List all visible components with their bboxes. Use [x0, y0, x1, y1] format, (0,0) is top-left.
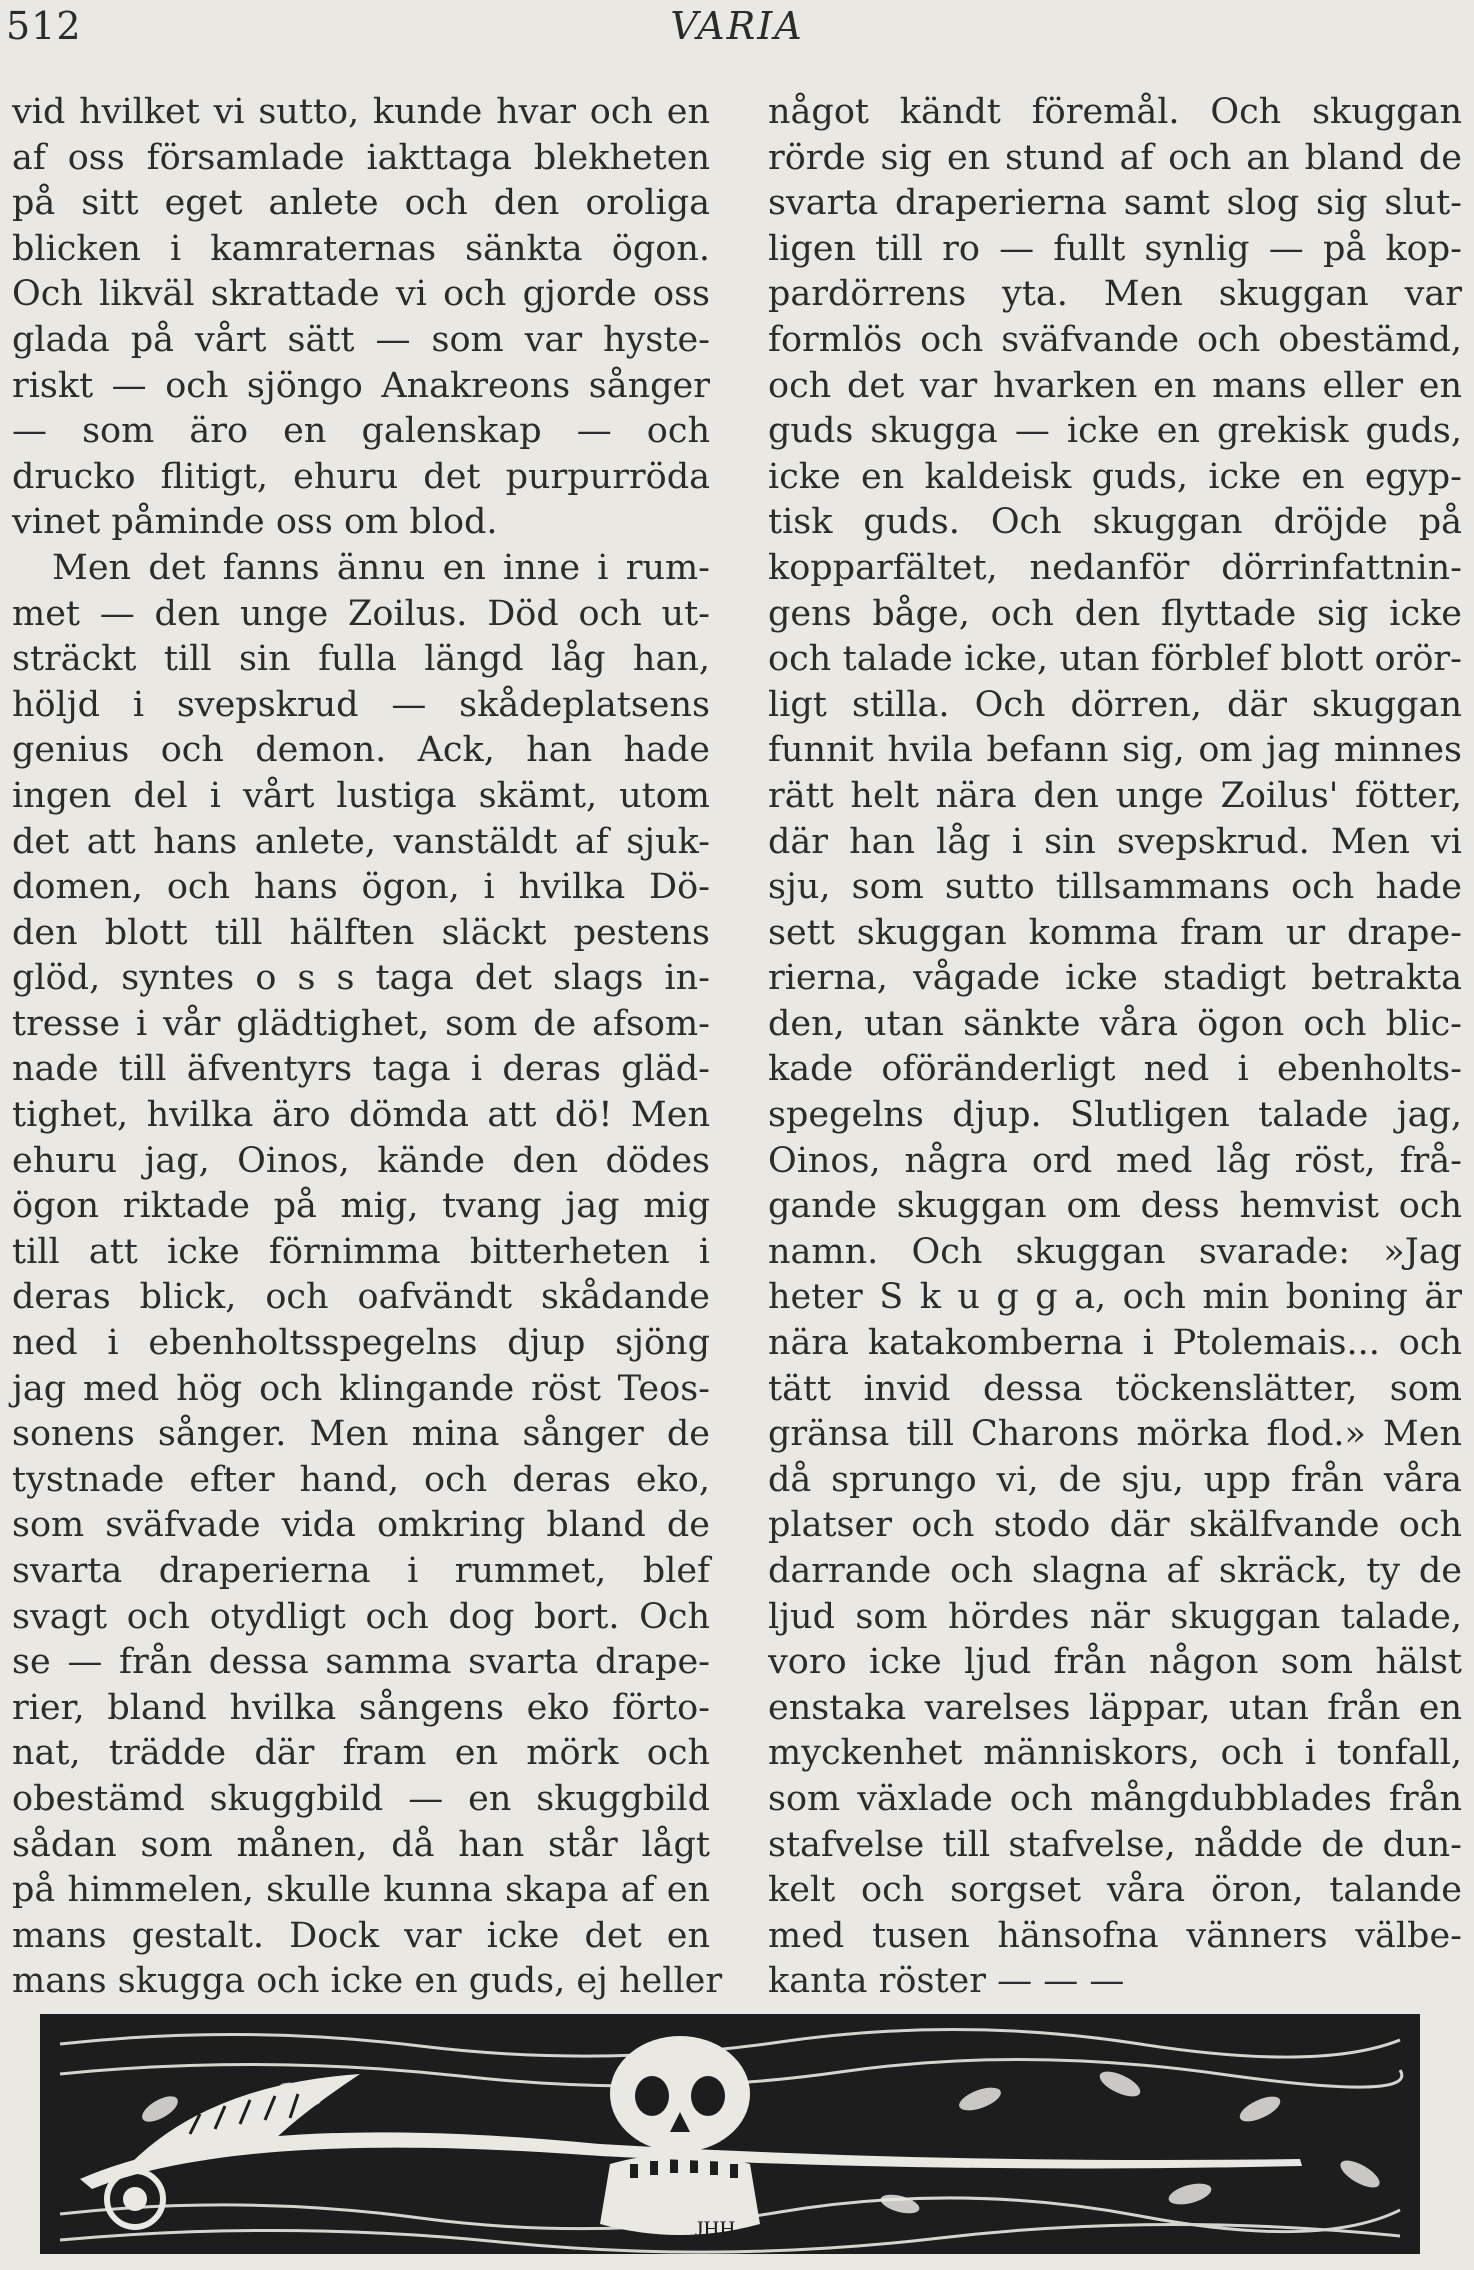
text-line: sett skuggan komma fram ur drape- — [768, 912, 1462, 953]
text-line: deras blick, och oafvändt skådande — [12, 1277, 710, 1318]
text-line: tighet, hvilka äro dömda att dö! Men — [12, 1095, 710, 1136]
text-line: heter S k u g g a, och min boning är — [768, 1277, 1462, 1318]
text-line: kopparfältet, nedanför dörrinfattnin- — [768, 547, 1462, 588]
text-line: svarta draperierna samt slog sig slut- — [768, 183, 1462, 224]
text-line: obestämd skuggbild — en skuggbild — [12, 1778, 710, 1819]
text-line: rätt helt nära den unge Zoilus' fötter, — [768, 775, 1462, 816]
text-line: met — den unge Zoilus. Död och ut- — [12, 593, 710, 634]
text-line: drucko flitigt, ehuru det purpurröda — [12, 456, 710, 497]
text-line: guds skugga — icke en grekisk guds, — [768, 411, 1462, 452]
text-line: mans skugga och icke en guds, ej heller — [12, 1961, 723, 2002]
text-line: namn. Och skuggan svarade: »Jag — [768, 1231, 1462, 1272]
text-line: kelt och sorgset våra öron, talande — [768, 1870, 1462, 1911]
text-line: nade till äfventyrs taga i deras gläd- — [12, 1049, 710, 1090]
text-line: sådan som månen, då han står lågt — [12, 1824, 710, 1865]
text-line: kade oföränderligt ned i ebenholts- — [768, 1049, 1462, 1090]
right-column — [768, 90, 1462, 2005]
text-line: domen, och hans ögon, i hvilka Dö- — [12, 867, 710, 908]
text-line: se — från dessa samma svarta drape- — [12, 1642, 710, 1683]
page-number: 512 — [6, 4, 82, 48]
text-line: Och likväl skrattade vi och gjorde oss — [12, 274, 710, 315]
text-line: tresse i vår glädtighet, som de afsom- — [12, 1003, 710, 1044]
text-line: glöd, syntes o s s taga det slags in- — [12, 958, 710, 999]
text-line: platser och stodo där skälfvande och — [768, 1505, 1462, 1546]
text-line: gande skuggan om dess hemvist och — [768, 1186, 1462, 1227]
text-line: något kändt föremål. Och skuggan — [768, 92, 1462, 132]
text-line: darrande och slagna af skräck, ty de — [768, 1551, 1462, 1591]
text-line: svagt och otydligt och dog bort. Och — [12, 1596, 710, 1637]
text-line: gränsa till Charons mörka flod.» Men — [768, 1414, 1462, 1455]
text-line: — som äro en galenskap — och — [12, 411, 710, 452]
running-head: VARIA — [670, 4, 804, 48]
text-line: till att icke förnimma bitterheten i — [12, 1231, 710, 1272]
text-line: pardörrens yta. Men skuggan var — [768, 274, 1462, 315]
text-line: och det var hvarken en mans eller en — [768, 365, 1462, 406]
text-line: på sitt eget anlete och den oroliga — [12, 183, 710, 224]
text-line: kanta röster — — — — [768, 1961, 1125, 2002]
text-line: ehuru jag, Oinos, kände den dödes — [12, 1140, 710, 1181]
text-line: på himmelen, skulle kunna skapa af en — [12, 1870, 710, 1911]
text-line: ögon riktade på mig, tvang jag mig — [12, 1186, 710, 1227]
text-line: icke en kaldeisk guds, icke en egyp- — [768, 456, 1462, 497]
text-line: ned i ebenholtsspegelns djup sjöng — [12, 1323, 710, 1364]
text-line: Men det fanns ännu en inne i rum- — [52, 547, 710, 588]
text-line: gens båge, och den flyttade sig icke — [768, 593, 1462, 634]
text-line: riskt — och sjöngo Anakreons sånger — [12, 365, 710, 406]
text-line: då sprungo vi, de sju, upp från våra — [768, 1459, 1462, 1500]
text-line: höljd i svepskrud — skådeplatsens — [12, 684, 710, 725]
text-line: sonens sånger. Men mina sånger de — [12, 1414, 710, 1455]
text-line: vinet påminde oss om blod. — [12, 502, 498, 543]
text-line: stafvelse till stafvelse, nådde de dun- — [768, 1824, 1462, 1865]
text-line: ljud som hördes när skuggan talade, — [768, 1596, 1462, 1637]
text-line: svarta draperierna i rummet, blef — [12, 1551, 710, 1591]
text-line: nat, trädde där fram en mörk och — [12, 1733, 710, 1774]
text-line: som sväfvade vida omkring bland de — [12, 1505, 710, 1546]
quill-skull-vignette-icon — [40, 2014, 1420, 2254]
tailpiece-ornament — [40, 2014, 1420, 2254]
text-line: mans gestalt. Dock var icke det en — [12, 1915, 710, 1956]
text-line: sträckt till sin fulla längd låg han, — [12, 639, 710, 680]
text-line: funnit hvila befann sig, om jag minnes — [768, 730, 1462, 771]
text-line: rörde sig en stund af och an bland de — [768, 137, 1462, 178]
text-line: nära katakomberna i Ptolemais... och — [768, 1323, 1462, 1364]
text-line: spegelns djup. Slutligen talade jag, — [768, 1095, 1462, 1136]
text-line: ligt stilla. Och dörren, där skuggan — [768, 684, 1462, 725]
monogram: JHH — [695, 2216, 736, 2241]
text-line: genius och demon. Ack, han hade — [12, 730, 710, 771]
text-line: rier, bland hvilka sångens eko förto- — [12, 1687, 710, 1728]
text-line: sju, som sutto tillsammans och hade — [768, 867, 1462, 908]
text-line: det att hans anlete, vanstäldt af sjuk- — [12, 821, 710, 862]
text-line: glada på vårt sätt — som var hyste- — [12, 319, 710, 360]
text-line: tätt invid dessa töckenslätter, som — [768, 1368, 1462, 1409]
text-line: enstaka varelses läppar, utan från en — [768, 1687, 1462, 1728]
text-line: jag med hög och klingande röst Teos- — [12, 1368, 710, 1409]
text-line: vid hvilket vi sutto, kunde hvar och en — [12, 92, 710, 132]
text-line: formlös och sväfvande och obestämd, — [768, 319, 1462, 360]
text-line: tystnade efter hand, och deras eko, — [12, 1459, 710, 1500]
text-line: af oss församlade iakttaga blekheten — [12, 137, 710, 178]
text-line: rierna, vågade icke stadigt betrakta — [768, 958, 1462, 999]
text-line: och talade icke, utan förblef blott orör- — [768, 639, 1462, 680]
left-column — [12, 90, 723, 2005]
text-line: ligen till ro — fullt synlig — på kop- — [768, 228, 1462, 269]
text-line: Oinos, några ord med låg röst, frå- — [768, 1140, 1462, 1181]
text-line: blicken i kamraternas sänkta ögon. — [12, 228, 710, 269]
text-line: där han låg i sin svepskrud. Men vi — [768, 821, 1462, 862]
text-line: voro icke ljud från någon som hälst — [768, 1642, 1462, 1683]
text-line: med tusen hänsofna vänners välbe- — [768, 1915, 1462, 1956]
text-line: som växlade och mångdubblades från — [768, 1778, 1462, 1819]
text-line: tisk guds. Och skuggan dröjde på — [768, 502, 1462, 543]
text-line: ingen del i vårt lustiga skämt, utom — [12, 775, 710, 816]
text-line: den, utan sänkte våra ögon och blic- — [768, 1003, 1462, 1044]
text-line: den blott till hälften släckt pestens — [12, 912, 710, 953]
text-line: myckenhet människors, och i tonfall, — [768, 1733, 1462, 1774]
